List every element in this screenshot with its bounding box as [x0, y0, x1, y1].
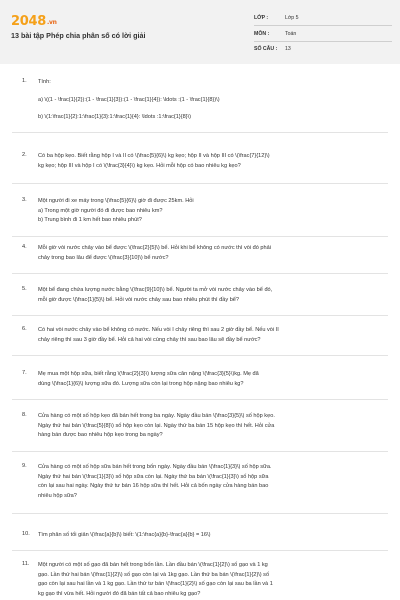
logo-text: 2048 — [11, 14, 46, 29]
meta-divider — [254, 25, 392, 26]
question-text — [38, 326, 384, 345]
question-line: Mỗi giờ vòi nước chảy vào bể được \(\frac{2}{5}\) bể. Hỏi khi bể không có nước thì vòi đó phải — [38, 245, 271, 251]
question-line: chảy trong bao lâu để được \(\frac{3}{10}\) bể nước? — [38, 254, 169, 261]
question-line: Có hai vòi nước chảy vào bể không có nước. Nếu vòi I chảy riêng thì sau 2 giờ đầy bể. Nếu vòi II — [38, 327, 279, 333]
question-line: gạo còn lại sau hai lần và 1 kg gạo. Lần thứ tư bán \(\frac{1}{2}\) số gạo còn lại sau ba lần và 1 — [38, 581, 273, 587]
meta-subject-label: MÔN : — [254, 31, 270, 37]
meta-count-value: 13 — [285, 46, 291, 52]
question-text — [38, 412, 384, 441]
question-text — [38, 286, 384, 305]
question-line: a) \((1 - \frac{1}{2}):(1 - \frac{1}{3}):(1 - \frac{1}{4}): \ldots :(1 - \frac{1}{8})\) — [38, 96, 220, 103]
question-divider — [12, 273, 388, 274]
question-line: Mẹ mua một hộp sữa, biết rằng \(\frac{2}{3}\) lượng sữa cân nặng \(\frac{3}{5}\)kg. Mẹ đã — [38, 371, 259, 377]
question-number: 7. — [22, 370, 27, 376]
question-number: 11. — [22, 561, 30, 567]
question-line: chảy riêng thì sau 3 giờ đầy bể. Hỏi cả hai vòi cùng chảy thì sau bao lâu sẽ đầy bể nước? — [38, 336, 261, 343]
question-line: Ngày thứ hai bán \(\frac{5}{8}\) số hộp kẹo còn lại. Ngày thứ ba bán 15 hộp kẹo thì hết. Hỏi cửa — [38, 422, 275, 429]
question-divider — [12, 451, 388, 452]
question-number: 9. — [22, 463, 27, 469]
question-text — [38, 78, 384, 123]
meta-class-value: Lớp 5 — [285, 15, 299, 21]
question-number: 8. — [22, 412, 27, 418]
question-text — [38, 561, 384, 599]
question-text — [38, 463, 384, 501]
question-line: a) Trong một giờ người đó đi được bao nhiêu km? — [38, 207, 163, 214]
question-line: Cửa hàng có một số hộp sữa bán hết trong bốn ngày. Ngày đầu bán \(\frac{1}{3}\) số hộp sữa. — [38, 464, 272, 470]
question-line: Một bể đang chứa lượng nước bằng \(\frac{9}{10}\) bể. Người ta mở vòi nước chảy vào bể đó, — [38, 287, 273, 293]
question-divider — [12, 132, 388, 133]
page-title: 13 bài tập Phép chia phân số có lời giải — [11, 31, 146, 40]
question-number: 1. — [22, 78, 27, 84]
question-number: 10. — [22, 531, 30, 537]
meta-subject-value: Toán — [285, 31, 297, 37]
page-header — [0, 0, 400, 64]
question-line: Cửa hàng có một số hộp kẹo đã bán hết trong ba ngày. Ngày đầu bán \(\frac{3}{5}\) số hộp kẹo. — [38, 413, 275, 419]
question-divider — [12, 550, 388, 551]
question-line: hàng bán được bao nhiêu hộp kẹo trong ba ngày? — [38, 432, 163, 438]
question-line: kg gạo thì vừa hết. Hỏi người đó đã bán tất cả bao nhiêu kg gạo? — [38, 590, 201, 597]
question-text — [38, 531, 384, 541]
question-divider — [12, 315, 388, 316]
question-line: mỗi giờ được \(\frac{1}{5}\) bể. Hỏi vòi nước chảy sau bao nhiêu phút thì đầy bể? — [38, 296, 240, 303]
meta-divider — [254, 41, 392, 42]
question-number: 3. — [22, 197, 27, 203]
meta-count-label: SỐ CÂU : — [254, 46, 278, 52]
question-line: b) Trung bình đi 1 km hết bao nhiêu phút? — [38, 217, 142, 223]
question-divider — [12, 513, 388, 514]
question-text — [38, 370, 384, 389]
question-divider — [12, 183, 388, 184]
question-text — [38, 197, 384, 226]
question-line: dùng \(\frac{1}{6}\) lượng sữa đó. Lượng sữa còn lại trong hộp nặng bao nhiêu kg? — [38, 380, 244, 387]
question-number: 6. — [22, 326, 27, 332]
question-line: b) \(1:\frac{1}{2}:1:\frac{1}{3}:1:\frac{1}{4}: \ldots :1:\frac{1}{8}\) — [38, 114, 192, 120]
question-line: Tìm phân số tối giản \(\frac{a}{b}\) biết: \(1:\frac{a}{b}-\frac{a}{b} = 16\) — [38, 532, 211, 538]
question-number: 4. — [22, 244, 27, 250]
question-line: Một người đi xe máy trong \(\frac{5}{6}\) giờ đi được 25km. Hỏi — [38, 198, 194, 204]
question-divider — [12, 399, 388, 400]
question-line: Có ba hộp kẹo. Biết rằng hộp I và II có \(\frac{5}{6}\) kg kẹo; hộp II và hộp III có \(\frac{7}{12}\) — [38, 153, 270, 159]
site-logo[interactable] — [11, 14, 57, 29]
question-line: Một người có một số gạo đã bán hết trong bốn lần. Lần đầu bán \(\frac{1}{2}\) số gạo và 1 kg — [38, 562, 268, 568]
question-line: Ngày thứ hai bán \(\frac{1}{3}\) số hộp sữa còn lại. Ngày thứ ba bán \(\frac{1}{3}\) số hộp sữa — [38, 473, 269, 480]
question-line: còn lại sau hai ngày. Ngày thứ tư bán 16 hộp sữa thì hết. Hỏi cả bốn ngày cửa hàng bán bao — [38, 483, 269, 489]
question-list — [0, 64, 400, 600]
question-number: 5. — [22, 286, 27, 292]
question-text — [38, 152, 384, 171]
question-line: gạo. Lần thứ hai bán \(\frac{1}{2}\) số gạo còn lại và 1kg gạo. Lần thứ ba bán \(\frac{1}{2}\) số — [38, 571, 270, 578]
question-number: 2. — [22, 152, 27, 158]
meta-class-label: LỚP : — [254, 15, 269, 21]
question-line: kg kẹo; hộp III và hộp I có \(\frac{3}{4}\) kg kẹo. Hỏi mỗi hộp có bao nhiêu kg kẹo? — [38, 162, 241, 169]
question-divider — [12, 355, 388, 356]
question-text — [38, 244, 384, 263]
logo-suffix: .vn — [46, 19, 57, 26]
question-line: nhiêu hộp sữa? — [38, 492, 77, 499]
question-line: Tính: — [38, 79, 51, 85]
question-divider — [12, 236, 388, 237]
